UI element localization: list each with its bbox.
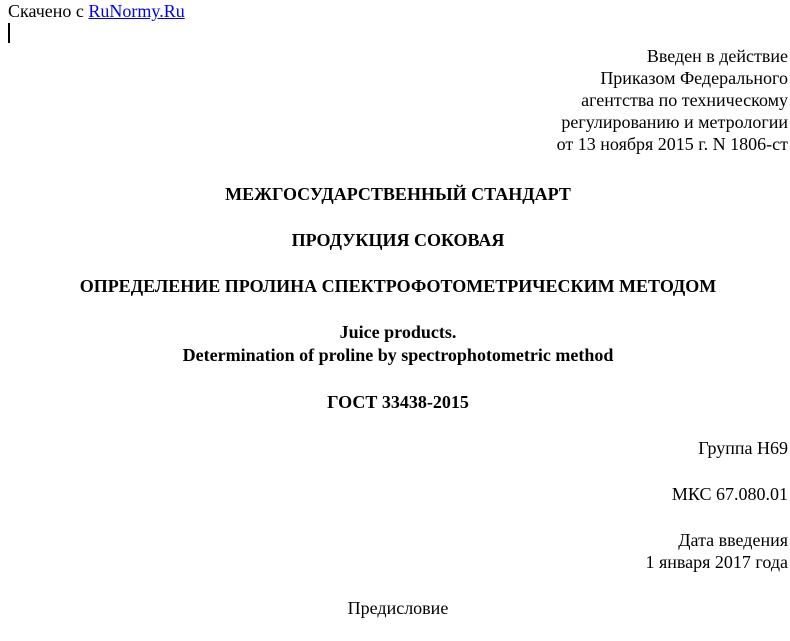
mks-code: МКС 67.080.01 <box>671 484 788 504</box>
standard-code: ГОСТ 33438-2015 <box>327 392 469 412</box>
source-line <box>8 0 185 22</box>
text-cursor <box>8 23 10 43</box>
enactment-line: агентства по техническому <box>581 90 788 110</box>
group-code: Группа Н69 <box>698 438 788 458</box>
english-title-line1: Juice products. <box>339 322 457 342</box>
enactment-line: Введен в действие <box>646 46 788 66</box>
preface-heading: Предисловие <box>347 598 449 618</box>
enactment-block <box>557 45 788 155</box>
effective-date-label: Дата введения <box>678 530 788 550</box>
enactment-line: регулированию и метрологии <box>561 112 788 132</box>
enactment-line: от 13 ноября 2015 г. N 1806-ст <box>556 134 788 154</box>
method-title: ОПРЕДЕЛЕНИЕ ПРОЛИНА СПЕКТРОФОТОМЕТРИЧЕСКИМ МЕТОДОМ <box>79 276 717 296</box>
source-prefix: Скачено с <box>8 1 89 21</box>
effective-date-block <box>645 529 788 573</box>
english-title-line2: Determination of proline by spectrophotometric method <box>182 345 614 365</box>
standard-type-title: МЕЖГОСУДАРСТВЕННЫЙ СТАНДАРТ <box>225 184 571 204</box>
enactment-line: Приказом Федерального <box>600 68 788 88</box>
effective-date-value: 1 января 2017 года <box>645 552 788 572</box>
runormy-link[interactable]: RuNormy.Ru <box>88 1 185 21</box>
product-title: ПРОДУКЦИЯ СОКОВАЯ <box>291 230 505 250</box>
